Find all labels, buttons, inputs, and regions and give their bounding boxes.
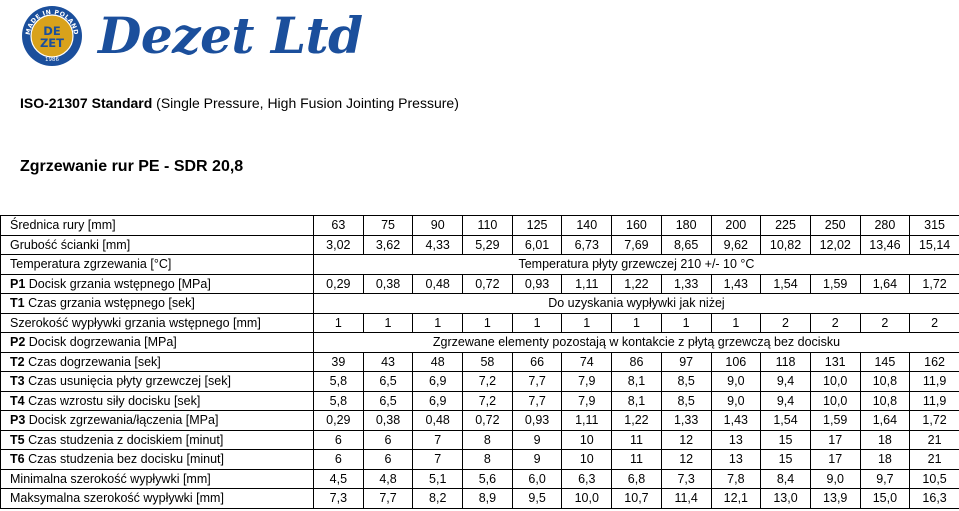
value-cell: 6 [314,430,364,450]
value-cell: 86 [612,352,662,372]
value-cell: 180 [661,216,711,236]
row-label-cell [1,352,314,372]
value-cell: 4,5 [314,469,364,489]
value-cell: 9,0 [711,372,761,392]
parameter-code: T2 [10,354,25,369]
value-cell: 18 [860,450,910,470]
row-label-cell [1,235,314,255]
value-cell: 12 [661,450,711,470]
row-label-cell [1,216,314,236]
value-cell: 3,02 [314,235,364,255]
value-cell: 18 [860,430,910,450]
value-cell: 13,0 [761,489,811,509]
welding-parameters-table [0,215,959,509]
value-cell: 48 [413,352,463,372]
value-cell: 225 [761,216,811,236]
value-cell: 9,62 [711,235,761,255]
value-cell: 39 [314,352,364,372]
value-cell: 7,2 [463,391,513,411]
row-label-cell [1,333,314,353]
row-label-cell [1,411,314,431]
value-cell: 10,82 [761,235,811,255]
value-cell: 1,33 [661,411,711,431]
row-label-cell [1,255,314,275]
value-cell: 8,1 [612,391,662,411]
value-cell: 1 [363,313,413,333]
value-cell: 9,5 [512,489,562,509]
value-cell: 13 [711,430,761,450]
value-cell: 7 [413,450,463,470]
table-row [1,216,959,236]
value-cell: 16,3 [910,489,959,509]
value-cell: 12,1 [711,489,761,509]
value-cell: 6,5 [363,391,413,411]
value-cell: 9 [512,450,562,470]
table-row [1,372,959,392]
value-cell: 1 [711,313,761,333]
value-cell: 7,3 [314,489,364,509]
value-cell: 11 [612,450,662,470]
value-cell: 110 [463,216,513,236]
value-cell: 10,8 [860,391,910,411]
table-row [1,235,959,255]
value-cell: 21 [910,450,959,470]
value-cell: 2 [810,313,860,333]
parameter-code: T3 [10,374,25,389]
value-cell: 162 [910,352,959,372]
value-cell: 6 [314,450,364,470]
badge-text-zet: ZET [39,36,65,50]
value-cell: 58 [463,352,513,372]
row-label-cell [1,372,314,392]
value-cell: 90 [413,216,463,236]
value-cell: 2 [860,313,910,333]
value-cell: 7,7 [512,391,562,411]
value-cell: 75 [363,216,413,236]
value-cell: 74 [562,352,612,372]
value-cell: 0,93 [512,411,562,431]
value-cell: 1 [661,313,711,333]
value-cell: 10,0 [810,391,860,411]
value-cell: 10,7 [612,489,662,509]
parameter-label: Temperatura zgrzewania [°C] [10,257,172,272]
value-cell: 9,4 [761,372,811,392]
parameter-code: T6 [10,452,25,467]
value-cell: 13,46 [860,235,910,255]
value-cell: 6,9 [413,391,463,411]
value-cell: 1 [562,313,612,333]
value-cell: 7 [413,430,463,450]
value-cell: 6,8 [612,469,662,489]
value-cell: 140 [562,216,612,236]
value-cell: 280 [860,216,910,236]
parameter-code: T4 [10,393,25,408]
value-cell: 0,38 [363,274,413,294]
value-cell: 200 [711,216,761,236]
parameter-label: Czas dogrzewania [sek] [28,354,161,369]
value-cell: 125 [512,216,562,236]
value-cell: 1,43 [711,411,761,431]
value-cell: 315 [910,216,959,236]
row-label-cell [1,469,314,489]
value-cell: 6,9 [413,372,463,392]
value-cell: 43 [363,352,413,372]
value-cell: 160 [612,216,662,236]
value-cell: 0,72 [463,274,513,294]
value-cell: 0,29 [314,411,364,431]
value-cell: 12 [661,430,711,450]
value-cell: 11,9 [910,391,959,411]
value-cell: 15 [761,430,811,450]
table-row [1,255,959,275]
value-cell: 7,9 [562,391,612,411]
parameter-label: Czas grzania wstępnego [sek] [28,296,195,311]
table-row [1,450,959,470]
value-cell: 4,33 [413,235,463,255]
value-cell: 8,65 [661,235,711,255]
value-cell: 1,54 [761,411,811,431]
table-row [1,333,959,353]
value-cell: 1,43 [711,274,761,294]
value-cell: 7,7 [512,372,562,392]
value-cell: 1,54 [761,274,811,294]
value-cell: 2 [910,313,959,333]
value-cell: 10,0 [562,489,612,509]
value-cell: 0,48 [413,411,463,431]
value-cell: 250 [810,216,860,236]
parameter-label: Czas usunięcia płyty grzewczej [sek] [28,374,231,389]
value-cell: 1 [463,313,513,333]
standard-name: ISO-21307 Standard [20,95,153,111]
value-cell: 118 [761,352,811,372]
value-cell: 21 [910,430,959,450]
value-cell: 1,64 [860,274,910,294]
row-label-cell [1,274,314,294]
value-cell: 6,73 [562,235,612,255]
value-cell: 15,14 [910,235,959,255]
parameter-label: Docisk grzania wstępnego [MPa] [28,276,211,291]
row-label-cell [1,313,314,333]
value-cell: 15,0 [860,489,910,509]
value-cell: 1,72 [910,274,959,294]
value-cell: 10,5 [910,469,959,489]
value-cell: 9,7 [860,469,910,489]
value-cell: 63 [314,216,364,236]
badge-text-de: DE [43,24,61,38]
value-cell: 15 [761,450,811,470]
value-cell: 17 [810,450,860,470]
parameter-code: P1 [10,276,26,291]
value-cell: 1,64 [860,411,910,431]
value-cell: 8 [463,450,513,470]
value-cell: 6,5 [363,372,413,392]
value-cell: 1 [512,313,562,333]
value-cell: 3,62 [363,235,413,255]
dezet-logo-badge [21,5,83,67]
table-row [1,352,959,372]
value-cell: 7,8 [711,469,761,489]
value-cell: 0,72 [463,411,513,431]
value-cell: 5,8 [314,391,364,411]
value-cell: 5,29 [463,235,513,255]
parameter-label: Minimalna szerokość wypływki [mm] [10,471,211,486]
table-row [1,469,959,489]
value-cell: 10,8 [860,372,910,392]
value-cell: 8,5 [661,372,711,392]
value-cell: 1,22 [612,411,662,431]
value-cell: 106 [711,352,761,372]
parameter-label: Czas wzrostu siły docisku [sek] [28,393,201,408]
value-cell: 17 [810,430,860,450]
badge-top-text: MADE IN POLAND [24,8,80,36]
value-cell: 0,93 [512,274,562,294]
value-cell: 9,4 [761,391,811,411]
standard-title [20,95,459,111]
value-cell: 7,69 [612,235,662,255]
value-cell: 7,9 [562,372,612,392]
value-cell: 4,8 [363,469,413,489]
row-label-cell [1,391,314,411]
value-cell: 1,11 [562,274,612,294]
value-cell: 2 [761,313,811,333]
value-cell: 9,0 [810,469,860,489]
value-cell: 1,59 [810,411,860,431]
row-label-cell [1,489,314,509]
value-cell: 9,0 [711,391,761,411]
merged-value-cell: Zgrzewane elementy pozostają w kontakcie z płytą grzewczą bez docisku [314,333,959,353]
value-cell: 11,4 [661,489,711,509]
value-cell: 1 [314,313,364,333]
table-row [1,489,959,509]
parameter-code: T5 [10,432,25,447]
parameter-label: Czas studzenia bez docisku [minut] [28,452,225,467]
value-cell: 66 [512,352,562,372]
value-cell: 97 [661,352,711,372]
value-cell: 6,3 [562,469,612,489]
row-label-cell [1,294,314,314]
value-cell: 1,72 [910,411,959,431]
value-cell: 7,7 [363,489,413,509]
value-cell: 0,29 [314,274,364,294]
header [0,0,959,72]
value-cell: 10 [562,450,612,470]
value-cell: 11 [612,430,662,450]
parameter-label: Średnica rury [mm] [10,218,116,233]
value-cell: 11,9 [910,372,959,392]
value-cell: 1 [413,313,463,333]
value-cell: 8,2 [413,489,463,509]
parameter-code: P3 [10,413,26,428]
table-row [1,411,959,431]
value-cell: 5,8 [314,372,364,392]
parameter-label: Szerokość wypływki grzania wstępnego [mm] [10,315,261,330]
table-row [1,294,959,314]
row-label-cell [1,430,314,450]
merged-value-cell: Temperatura płyty grzewczej 210 +/- 10 °C [314,255,959,275]
section-title: Zgrzewanie rur PE - SDR 20,8 [20,158,244,175]
value-cell: 1,33 [661,274,711,294]
value-cell: 7,3 [661,469,711,489]
value-cell: 8,4 [761,469,811,489]
standard-detail: (Single Pressure, High Fusion Jointing Pressure) [156,95,459,111]
value-cell: 12,02 [810,235,860,255]
value-cell: 131 [810,352,860,372]
parameter-code: P2 [10,335,26,350]
value-cell: 9 [512,430,562,450]
value-cell: 0,38 [363,411,413,431]
table-row [1,313,959,333]
value-cell: 13,9 [810,489,860,509]
value-cell: 1 [612,313,662,333]
value-cell: 145 [860,352,910,372]
value-cell: 6,01 [512,235,562,255]
value-cell: 8 [463,430,513,450]
row-label-cell [1,450,314,470]
value-cell: 6,0 [512,469,562,489]
brand-name: Dezet Ltd [98,6,363,65]
value-cell: 0,48 [413,274,463,294]
parameter-label: Docisk zgrzewania/łączenia [MPa] [28,413,219,428]
parameter-code: T1 [10,296,25,311]
value-cell: 1,22 [612,274,662,294]
table-row [1,274,959,294]
parameter-label: Czas studzenia z dociskiem [minut] [28,432,224,447]
parameter-label: Grubość ścianki [mm] [10,237,131,252]
value-cell: 8,9 [463,489,513,509]
value-cell: 8,5 [661,391,711,411]
value-cell: 6 [363,450,413,470]
value-cell: 7,2 [463,372,513,392]
value-cell: 5,6 [463,469,513,489]
parameter-label: Docisk dogrzewania [MPa] [28,335,177,350]
value-cell: 1,11 [562,411,612,431]
table-row [1,430,959,450]
table-row [1,391,959,411]
value-cell: 8,1 [612,372,662,392]
parameter-label: Maksymalna szerokość wypływki [mm] [10,491,224,506]
value-cell: 5,1 [413,469,463,489]
value-cell: 10,0 [810,372,860,392]
value-cell: 13 [711,450,761,470]
value-cell: 6 [363,430,413,450]
badge-year: 1986 [45,57,59,63]
merged-value-cell: Do uzyskania wypływki jak niżej [314,294,959,314]
value-cell: 10 [562,430,612,450]
value-cell: 1,59 [810,274,860,294]
